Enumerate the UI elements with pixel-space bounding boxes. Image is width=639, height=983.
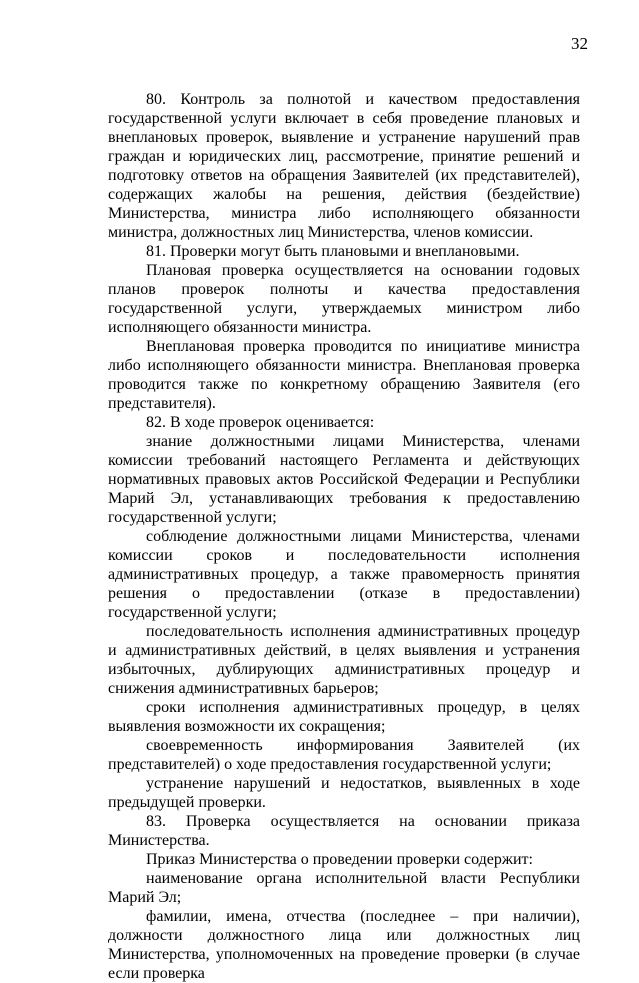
document-body: [108, 90, 580, 983]
paragraph-knowledge: знание должностными лицами Министерства, членами комиссии требований настоящего Регламента и действующих нормативных правовых актов Российской Федерации и Республики Марий Эл, устанавливающих требования к предоставлению государственной услуги;: [108, 433, 580, 526]
paragraph-timeliness: своевременность информирования Заявителей (их представителей) о ходе предоставления государственной услуги;: [108, 737, 580, 773]
paragraph-83: 83. Проверка осуществляется на основании приказа Министерства.: [108, 813, 580, 849]
paragraph-names-positions: фамилии, имена, отчества (последнее – при наличии), должности должностного лица или должностных лиц Министерства, уполномоченных на проведение проверки (в случае если проверка: [108, 908, 580, 982]
paragraph-sequence: последовательность исполнения административных процедур и административных действий, в целях выявления и устранения избыточных, дублирующих административных процедур и снижения административных барьеров;: [108, 623, 580, 697]
paragraph-82: 82. В ходе проверок оценивается:: [146, 414, 375, 431]
paragraph-compliance: соблюдение должностными лицами Министерства, членами комиссии сроков и последовательности исполнения административных процедур, а также правомерность принятия решения о предоставлении (отказе в предоставлении) государственной услуги;: [108, 528, 580, 621]
paragraph-unplanned-inspection: Внеплановая проверка проводится по инициативе министра либо исполняющего обязанности министра. Внеплановая проверка проводится также по конкретному обращению Заявителя (его представителя).: [108, 338, 580, 412]
paragraph-elimination: устранение нарушений и недостатков, выявленных в ходе предыдущей проверки.: [108, 775, 580, 811]
paragraph-81: 81. Проверки могут быть плановыми и внеплановыми.: [146, 243, 520, 260]
paragraph-order-contents: Приказ Министерства о проведении проверки содержит:: [146, 851, 533, 868]
page-number: 32: [571, 34, 588, 53]
paragraph-authority-name: наименование органа исполнительной власти Республики Марий Эл;: [108, 870, 580, 906]
paragraph-80: 80. Контроль за полнотой и качеством предоставления государственной услуги включает в себя проведение плановых и внеплановых проверок, выявление и устранение нарушений прав граждан и юридических лиц, рассмотрение, принятие решений и подготовку ответов на обращения Заявителей (их представителей), содержащих жалобы на решения, действия (бездействие) Министерства, министра либо исполняющего обязанности министра, должностных лиц Министерства, членов комиссии.: [108, 91, 580, 241]
paragraph-deadlines: сроки исполнения административных процедур, в целях выявления возможности их сокращения;: [108, 699, 580, 735]
paragraph-planned-inspection: Плановая проверка осуществляется на основании годовых планов проверок полноты и качества предоставления государственной услуги, утверждаемых министром либо исполняющего обязанности министра.: [108, 262, 580, 336]
